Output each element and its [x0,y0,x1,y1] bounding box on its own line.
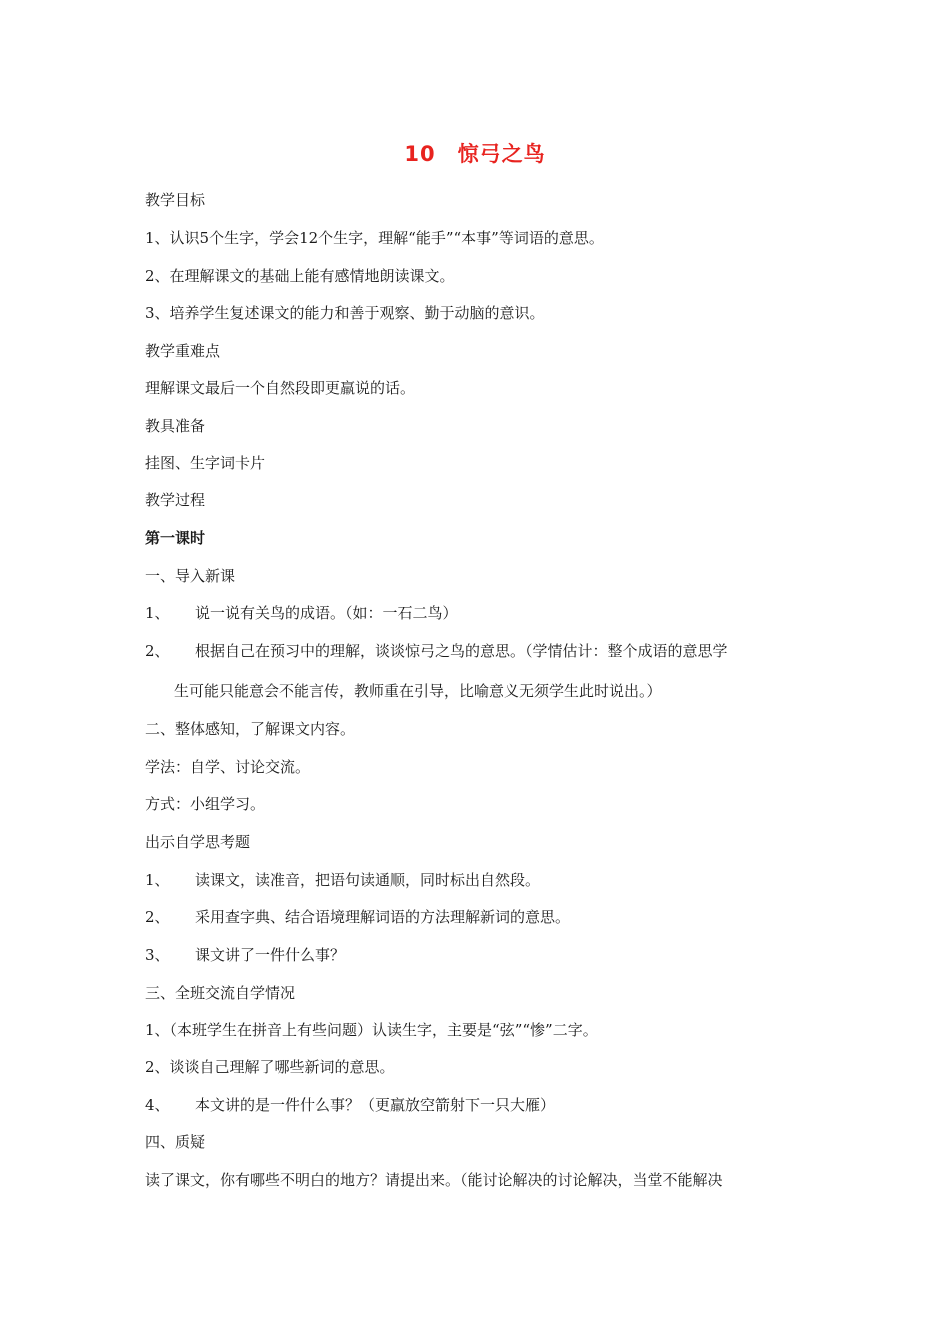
list-item-number: 2、 [145,642,170,660]
heading-key-difficulty: 教学重难点 [145,342,221,360]
list-item [145,603,458,623]
exchange-item-1: 1、（本班学生在拼音上有些问题）认读生字，主要是“弦”“惨”二字。 [145,1021,598,1039]
goal-item-2: 2、在理解课文的基础上能有感情地朗读课文。 [145,267,455,285]
heading-teaching-process: 教学过程 [145,491,206,509]
section-class-exchange: 三、全班交流自学情况 [145,984,296,1002]
key-difficulty-text: 理解课文最后一个自然段即更羸说的话。 [145,379,416,397]
list-item-number: 1、 [145,604,170,622]
list-item [145,1095,555,1115]
list-item-text: 根据自己在预习中的理解，谈谈惊弓之鸟的意思。（学情估计：整个成语的意思学 [195,642,728,660]
learning-method: 学法：自学、讨论交流。 [145,758,311,776]
heading-first-lesson: 第一课时 [145,529,206,547]
section-questions: 四、质疑 [145,1133,206,1151]
section-introduction: 一、导入新课 [145,567,236,585]
learning-format: 方式：小组学习。 [145,795,266,813]
questions-text: 读了课文，你有哪些不明白的地方？请提出来。（能讨论解决的讨论解决，当堂不能解决 [145,1171,723,1189]
self-study-questions-heading: 出示自学思考题 [145,833,251,851]
list-item [145,870,540,890]
list-item-text: 读课文，读准音，把语句读通顺，同时标出自然段。 [195,871,541,889]
list-item-text: 本文讲的是一件什么事？（更羸放空箭射下一只大雁） [195,1096,556,1114]
list-item-text: 课文讲了一件什么事？ [195,946,346,964]
document-title: 10 惊弓之鸟 [404,142,546,166]
section-overview: 二、整体感知，了解课文内容。 [145,720,356,738]
list-item [145,945,345,965]
list-item-text: 说一说有关鸟的成语。（如：一石二鸟） [195,604,458,622]
materials-text: 挂图、生字词卡片 [145,454,266,472]
list-item [145,641,728,661]
list-item-number: 4、 [145,1096,170,1114]
exchange-item-2: 2、谈谈自己理解了哪些新词的意思。 [145,1058,395,1076]
list-item [145,907,570,927]
goal-item-1: 1、认识5个生字，学会12个生字，理解“能手”“本事”等词语的意思。 [145,229,604,247]
goal-item-3: 3、培养学生复述课文的能力和善于观察、勤于动脑的意识。 [145,304,545,322]
list-item-number: 2、 [145,908,170,926]
list-item-text: 采用查字典、结合语境理解词语的方法理解新词的意思。 [195,908,571,926]
list-item-number: 3、 [145,946,170,964]
list-item-continuation: 生可能只能意会不能言传，教师重在引导，比喻意义无须学生此时说出。） [174,682,662,700]
heading-materials: 教具准备 [145,417,206,435]
list-item-number: 1、 [145,871,170,889]
heading-teaching-goals: 教学目标 [145,191,206,209]
